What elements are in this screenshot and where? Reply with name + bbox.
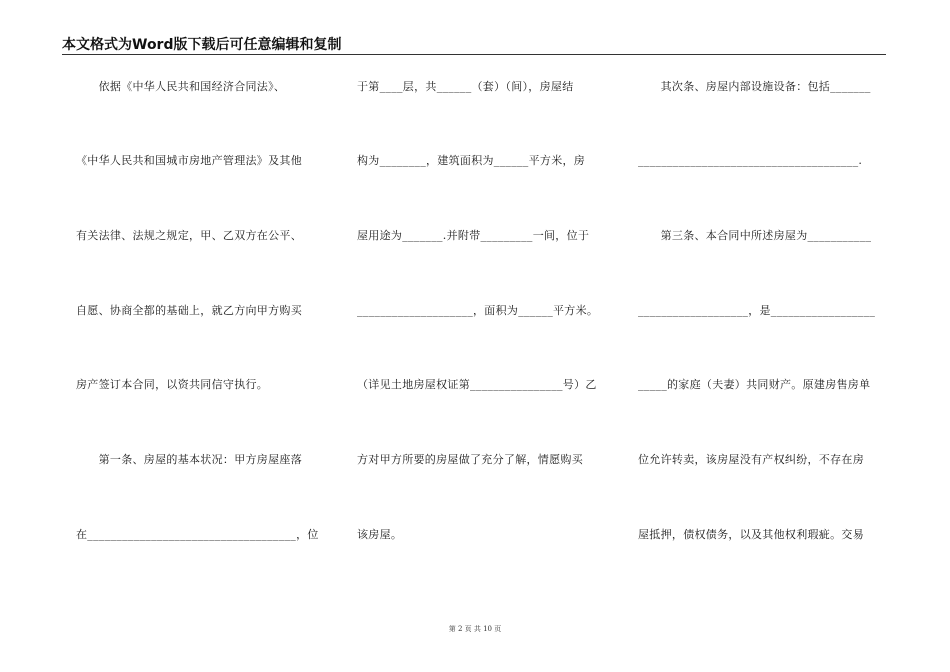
text-line: 方对甲方所要的房屋做了充分了解，情愿购买 [357, 453, 583, 466]
page-number: 第 2 页 共 10 页 [448, 625, 502, 633]
text-line: 构为________，建筑面积为______平方米，房 [357, 154, 586, 167]
text-line: 屋用途为_______.并附带_________一间，位于 [357, 229, 590, 242]
text-line: 位允许转卖，该房屋没有产权纠纷，不存在房 [638, 453, 864, 466]
text-line: 自愿、协商全都的基础上，就乙方向甲方购买 [76, 304, 302, 317]
text-line: 第三条、本合同中所述房屋为___________ [638, 229, 872, 242]
text-line: 屋抵押，债权债务，以及其他权利瑕疵。交易 [638, 528, 864, 541]
text-line: 房产签订本合同，以资共同信守执行。 [76, 378, 269, 391]
text-line: ____________________，面积为______平方米。 [357, 304, 599, 317]
document-header-title: 本文格式为Word版下载后可任意编辑和复制 [62, 38, 886, 55]
text-line: 其次条、房屋内部设施设备：包括_______ [638, 80, 871, 93]
text-line: _____的家庭（夫妻）共同财产。原建房售房单 [638, 378, 871, 391]
text-line: 该房屋。 [357, 528, 403, 541]
text-line: 第一条、房屋的基本状况：甲方房屋座落 [76, 453, 302, 466]
text-line: 《中华人民共和国城市房地产管理法》及其他 [76, 154, 302, 167]
text-line: 在____________________________________，位 [76, 528, 319, 541]
text-line: ______________________________________. [638, 154, 863, 167]
text-line: 依据《中华人民共和国经济合同法》、 [76, 80, 286, 93]
text-line: 于第____层，共______（套）（间），房屋结 [357, 80, 574, 93]
text-line: （详见土地房屋权证第________________号）乙 [357, 378, 597, 391]
text-line: 有关法律、法规之规定，甲、乙双方在公平、 [76, 229, 302, 242]
text-line: ___________________，是__________________ [638, 304, 876, 317]
